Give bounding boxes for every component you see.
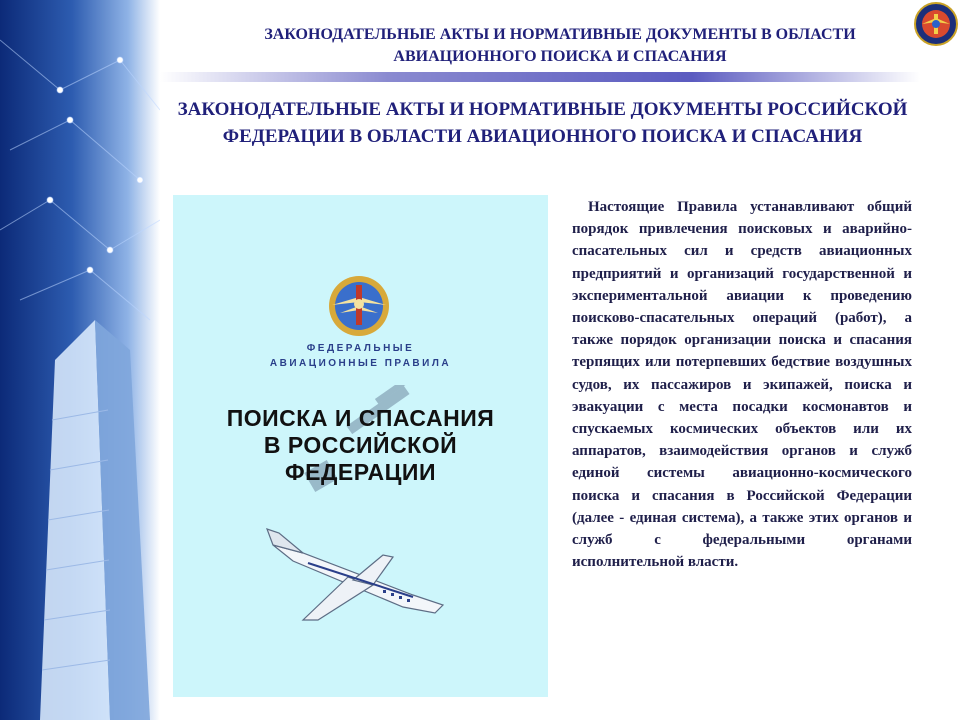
cover-title-line1: ПОИСКА И СПАСАНИЯ <box>226 405 495 431</box>
airplane-icon <box>263 525 453 625</box>
cover-series-line2: АВИАЦИОННЫЕ ПРАВИЛА <box>269 358 452 369</box>
section-title: ЗАКОНОДАТЕЛЬНЫЕ АКТЫ И НОРМАТИВНЫЕ ДОКУМЕНТЫ РОССИЙСКОЙ ФЕДЕРАЦИИ В ОБЛАСТИ АВИАЦИОННОГО ПОИСКА И СПАСАНИЯ <box>177 99 908 147</box>
document-cover <box>173 195 548 697</box>
aviation-emblem-icon <box>328 275 390 337</box>
header-title: ЗАКОНОДАТЕЛЬНЫЕ АКТЫ И НОРМАТИВНЫЕ ДОКУМЕНТЫ В ОБЛАСТИ АВИАЦИОННОГО ПОИСКА И СПАСАНИЯ <box>264 26 856 65</box>
cover-series-line1: ФЕДЕРАЛЬНЫЕ <box>306 343 415 354</box>
cover-title-line3: ФЕДЕРАЦИИ <box>285 459 436 485</box>
emblem-icon <box>914 2 958 46</box>
cover-title-line2: В РОССИЙСКОЙ <box>263 432 458 458</box>
body-paragraph: Настоящие Правила устанавливают общий порядок привлечения поисковых и аварийно-спасательных сил и средств авиационных предприятий и организаций государственной и экспериментальной авиации к проведению поисково-спасательных операций (работ), а также порядок организации поиска и спасания терпящих или потерпевших бедствие воздушных судов, их пассажиров и экипажей, поиска и эвакуации с места посадки космонавтов и спускаемых космических объектов или их аппаратов, взаимодействия органов и служб единой системы авиационно-космического поиска и спасания в Российской Федерации (далее - единая система), а также этих органов и служб с федеральными органами исполнительной власти. <box>572 199 912 571</box>
header-divider <box>160 72 920 82</box>
skyscraper-decoration <box>0 0 160 720</box>
decorative-sidebar <box>0 0 160 720</box>
